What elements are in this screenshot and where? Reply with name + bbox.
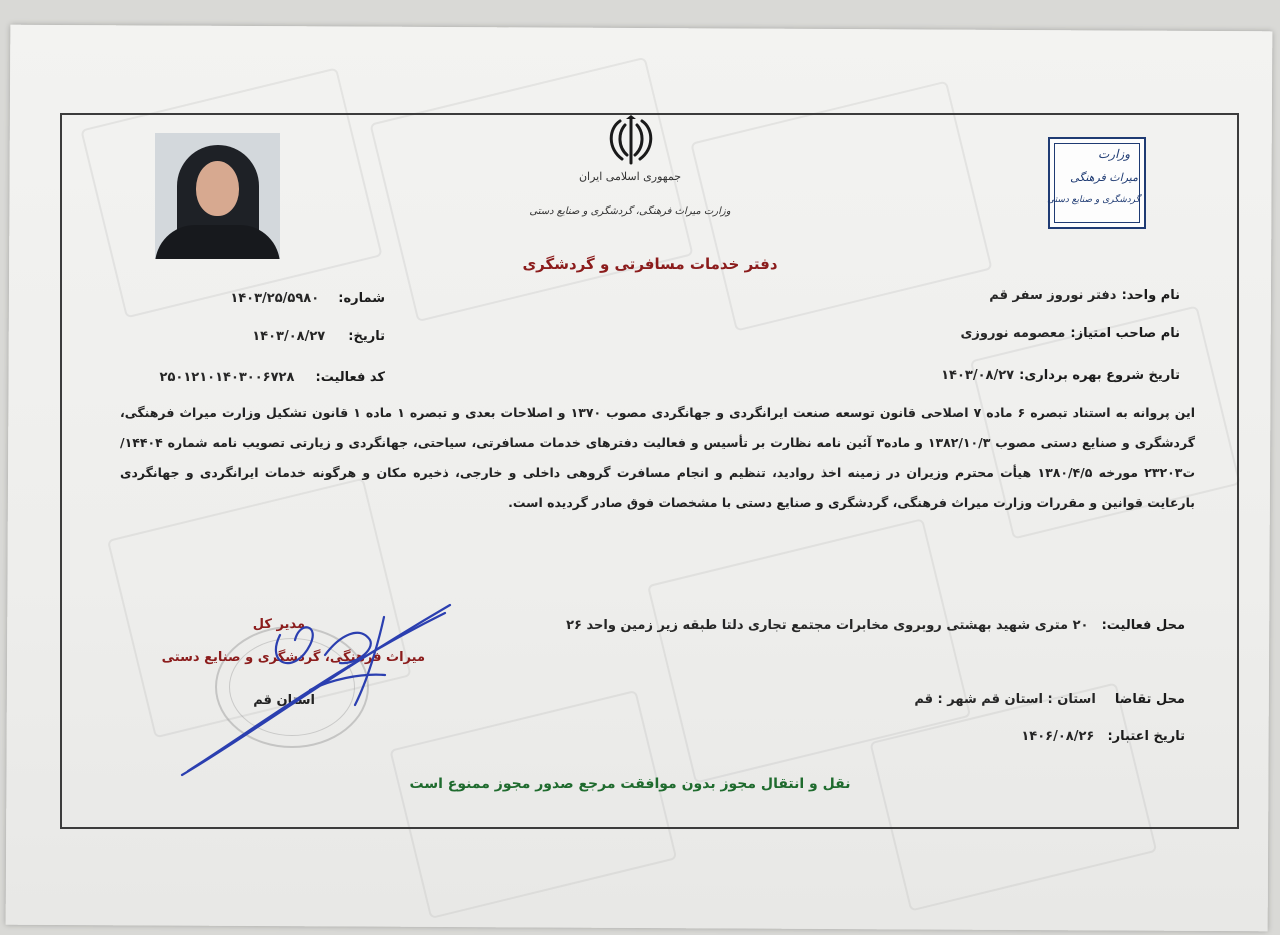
activity-place-row <box>566 614 1185 633</box>
activity-code-label: کد فعالیت: <box>315 370 385 385</box>
activity-code-row <box>160 366 385 385</box>
start-date-row <box>941 364 1180 383</box>
holder-value: معصومه نوروزی <box>960 326 1066 341</box>
start-date-value: ۱۴۰۳/۰۸/۲۷ <box>941 368 1015 383</box>
logo-line-3: گردشگری و صنایع دستی <box>1047 195 1140 205</box>
signatory-org: میراث فرهنگی، گردشگری و صنایع دستی <box>161 650 425 665</box>
date-value: ۱۴۰۳/۰۸/۲۷ <box>252 329 326 344</box>
logo-line-2: میراث فرهنگی <box>1070 171 1138 184</box>
legal-paragraph: این پروانه به استناد تبصره ۶ ماده ۷ اصلاحی قانون توسعه صنعت ایرانگردی و جهانگردی مصوب ۱۳۷۰ و اصلاحات بعدی و تبصره ۱ ماده ۱ قانون تشکیل وزارت میراث فرهنگی، گردشگری و صنایع دستی مصوب ۱۳۸۲/۱۰/۳ و ماده۳ آئین نامه نظارت بر تأسیس و فعالیت دفترهای خدمات مسافرتی، سیاحتی، جهانگردی و زیارتی تصویب نامه شماره ۱۴۴۰۴/ت۲۳۲۰۳ مورخه ۱۳۸۰/۴/۵ هیأت محترم وزیران در زمینه اخذ روادید، تنظیم و انجام مسافرت گروهی داخلی و خارجی، ذخیره مکان و هرگونه خدمات ایرانگردی و جهانگردی بارعایت قوانین و مقررات وزارت میراث فرهنگی، گردشگری و صنایع دستی با مشخصات فوق صادر گردیده است. <box>120 405 1196 510</box>
holder-row <box>960 322 1180 341</box>
request-place-row <box>914 688 1185 707</box>
activity-place-label: محل فعالیت: <box>1101 618 1185 633</box>
unit-name-value: دفتر نوروز سفر قم <box>989 288 1117 303</box>
iran-emblem-icon <box>600 115 662 167</box>
gov-name: جمهوری اسلامی ایران <box>578 170 682 183</box>
ministry-name: وزارت میراث فرهنگی، گردشگری و صنایع دستی <box>529 206 731 217</box>
logo-line-1: وزارت <box>1097 147 1130 161</box>
activity-code-value: ۲۵۰۱۲۱۰۱۴۰۳۰۰۶۷۲۸ <box>159 370 295 385</box>
date-label: تاریخ: <box>348 329 385 344</box>
validity-value: ۱۴۰۶/۰۸/۲۶ <box>1021 729 1095 744</box>
request-place-label: محل تقاضا <box>1114 692 1185 707</box>
ministry-logo <box>1048 137 1146 229</box>
handwritten-signature <box>170 595 470 785</box>
number-row <box>230 287 385 306</box>
start-date-label: تاریخ شروع بهره برداری: <box>1019 368 1180 383</box>
number-value: ۱۴۰۳/۲۵/۵۹۸۰ <box>230 291 320 306</box>
number-label: شماره: <box>338 291 385 306</box>
holder-label: نام صاحب امتیاز: <box>1070 326 1180 341</box>
unit-name-label: نام واحد: <box>1121 288 1180 303</box>
date-row <box>252 325 385 344</box>
signatory-role: مدیر کل <box>252 617 305 632</box>
request-place-value: استان : استان قم شهر : قم <box>914 692 1096 707</box>
unit-name-row <box>989 284 1180 303</box>
validity-row <box>1021 725 1185 744</box>
certificate-title: دفتر خدمات مسافرتی و گردشگری <box>522 255 778 273</box>
transfer-prohibition-note: نقل و انتقال مجوز بدون موافقت مرجع صدور مجوز ممنوع است <box>409 776 851 792</box>
signatory-province: استان قم <box>253 693 315 708</box>
holder-photo <box>155 133 280 259</box>
activity-place-value: ۲۰ متری شهید بهشتی روبروی مخابرات مجتمع تجاری دلتا طبقه زیر زمین واحد ۲۶ <box>566 618 1089 633</box>
validity-label: تاریخ اعتبار: <box>1107 729 1185 744</box>
